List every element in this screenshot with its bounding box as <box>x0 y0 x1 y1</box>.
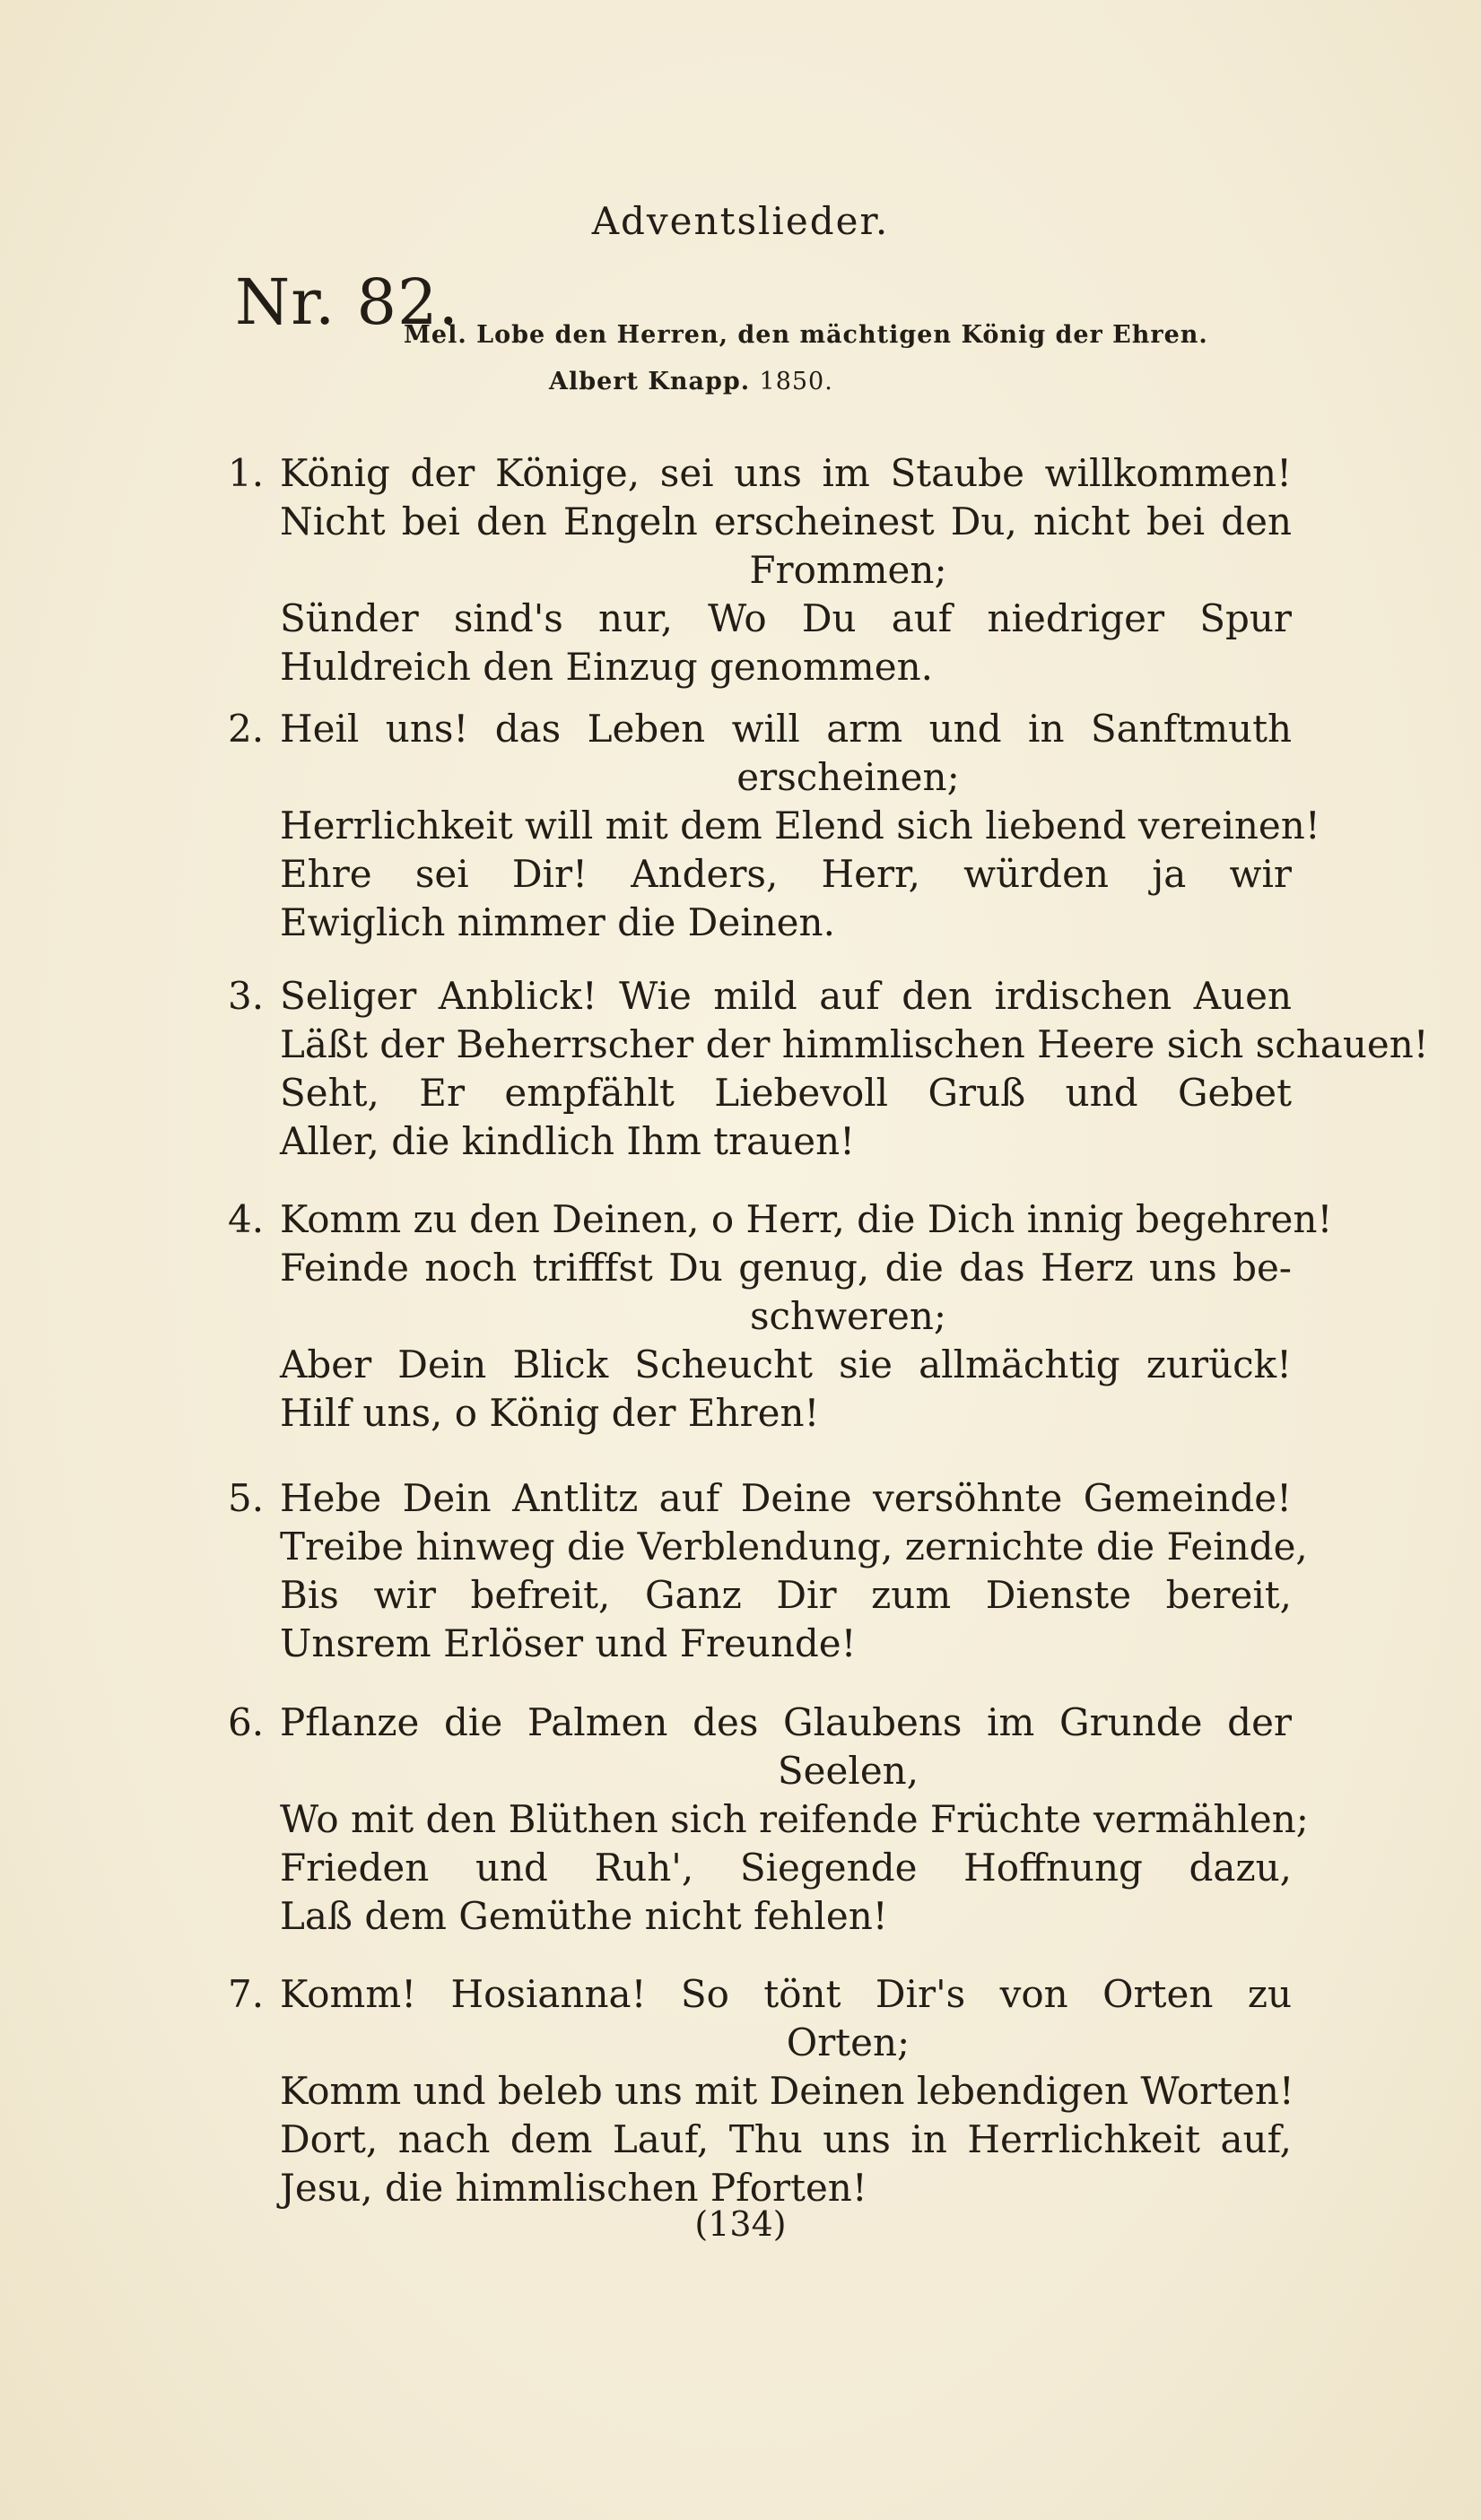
verse-line: Bis wir befreit, Ganz Dir zum Dienste bereit, <box>280 1573 1292 1617</box>
verse-line: Jesu, die himmlischen Pforten! <box>280 2166 867 2210</box>
verse-line: König der Könige, sei uns im Staube willkommen! <box>280 451 1292 495</box>
verse-line: Hilf uns, o König der Ehren! <box>280 1391 820 1435</box>
verse-line: Komm zu den Deinen, o Herr, die Dich innig begehren! <box>280 1197 1333 1241</box>
verse-line: Ewiglich nimmer die Deinen. <box>280 900 835 944</box>
verse-line-continuation: schweren; <box>749 1294 947 1338</box>
melody-line: Mel. Lobe den Herren, den mächtigen König der Ehren. <box>404 321 1208 349</box>
hymn-number: Nr. 82. <box>235 265 459 339</box>
verse-line: Dort, nach dem Lauf, Thu uns in Herrlichkeit auf, <box>280 2117 1292 2161</box>
author-name: Albert Knapp. <box>549 368 751 395</box>
verse-line: Feinde noch trifffst Du genug, die das Herz uns be- <box>280 1246 1292 1290</box>
verse-number: 6. <box>228 1700 265 1744</box>
verse-line: Sünder sind's nur, Wo Du auf niedriger Spur <box>280 596 1292 640</box>
verse-line: Laß dem Gemüthe nicht fehlen! <box>280 1894 888 1938</box>
section-title: Adventslieder. <box>591 199 890 243</box>
verse-line: Unsrem Erlöser und Freunde! <box>280 1621 857 1665</box>
verse-number: 4. <box>228 1197 265 1241</box>
verse-line-continuation: erscheinen; <box>736 755 960 799</box>
verse-line: Seliger Anblick! Wie mild auf den irdischen Auen <box>280 974 1292 1018</box>
verse-line: Aller, die kindlich Ihm trauen! <box>280 1119 855 1163</box>
verse-number: 2. <box>228 707 265 751</box>
verse-line: Nicht bei den Engeln erscheinest Du, nicht bei den <box>280 500 1292 543</box>
verse-line: Komm! Hosianna! So tönt Dir's von Orten zu <box>280 1972 1292 2016</box>
page-number: (134) <box>694 2204 787 2244</box>
verse-line: Heil uns! das Leben will arm und in Sanftmuth <box>280 707 1292 751</box>
verse-number: 5. <box>228 1476 265 1520</box>
verse-line: Huldreich den Einzug genommen. <box>280 645 933 689</box>
verse-line: Treibe hinweg die Verblendung, zernichte die Feinde, <box>280 1525 1308 1568</box>
verse-line-continuation: Orten; <box>786 2020 910 2064</box>
verse-line: Seht, Er empfählt Liebevoll Gruß und Gebet <box>280 1071 1292 1115</box>
verse-line: Herrlichkeit will mit dem Elend sich liebend vereinen! <box>280 804 1320 847</box>
verse-line: Läßt der Beherrscher der himmlischen Heere sich schauen! <box>280 1022 1429 1066</box>
verse-line: Aber Dein Blick Scheucht sie allmächtig zurück! <box>280 1343 1292 1386</box>
verse-line: Hebe Dein Antlitz auf Deine versöhnte Gemeinde! <box>280 1476 1292 1520</box>
verse-line-continuation: Frommen; <box>749 548 947 592</box>
verse-line: Wo mit den Blüthen sich reifende Früchte vermählen; <box>280 1797 1309 1841</box>
author-year: 1850. <box>759 368 833 395</box>
verse-line: Pflanze die Palmen des Glaubens im Grunde der <box>280 1700 1292 1744</box>
author-line <box>549 368 833 395</box>
verse-number: 7. <box>228 1972 265 2016</box>
verse-line: Ehre sei Dir! Anders, Herr, würden ja wir <box>280 852 1292 896</box>
verse-number: 3. <box>228 974 265 1018</box>
verse-number: 1. <box>228 451 265 495</box>
verse-line: Komm und beleb uns mit Deinen lebendigen Worten! <box>280 2069 1294 2113</box>
verse-line-continuation: Seelen, <box>777 1749 919 1793</box>
verse-line: Frieden und Ruh', Siegende Hoffnung dazu, <box>280 1846 1292 1890</box>
